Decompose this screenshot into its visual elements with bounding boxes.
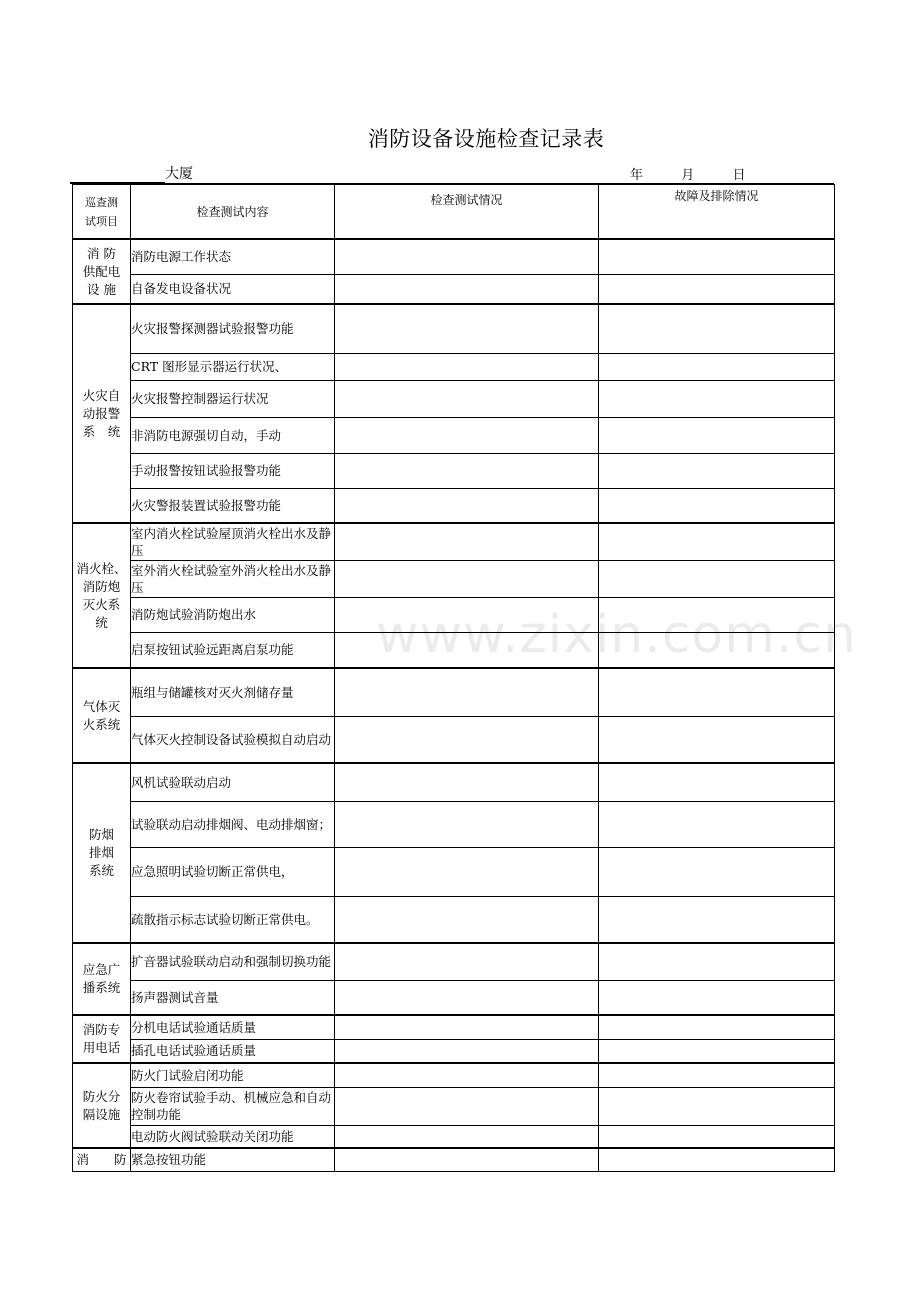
category-cell: 消火栓、 消防炮 灭火系 统 [73,523,131,668]
fault-entry-cell[interactable] [599,943,835,980]
check-item-cell: 插孔电话试验通话质量 [131,1039,335,1063]
table-row [73,1063,835,1087]
check-item-cell: 分机电话试验通话质量 [131,1015,335,1039]
table-row [73,1148,835,1171]
table-row [73,847,835,896]
building-label: 大厦 [165,166,193,182]
fault-entry-cell[interactable] [599,304,835,353]
check-item-cell: 疏散指示标志试验切断正常供电。 [131,896,335,943]
check-item-cell: 防火门试验启闭功能 [131,1063,335,1087]
status-entry-cell[interactable] [335,560,599,597]
category-cell: 消防专 用电话 [73,1015,131,1063]
status-entry-cell[interactable] [335,523,599,560]
check-item-cell: 非消防电源强切自动，手动 [131,417,335,453]
status-entry-cell[interactable] [335,801,599,847]
check-item-cell: 火灾报警控制器运行状况 [131,380,335,417]
status-entry-cell[interactable] [335,1015,599,1039]
table-row [73,763,835,801]
table-row [73,1015,835,1039]
check-item-cell: 自备发电设备状况 [131,274,335,304]
building-field [70,163,193,183]
status-entry-cell[interactable] [335,304,599,353]
fault-entry-cell[interactable] [599,380,835,417]
fault-entry-cell[interactable] [599,453,835,488]
fault-entry-cell[interactable] [599,1125,835,1148]
table-row [73,274,835,304]
fault-entry-cell[interactable] [599,1063,835,1087]
category-cell: 气体灭 火系统 [73,668,131,763]
check-item-cell: 火灾报警探测器试验报警功能 [131,304,335,353]
category-cell: 消 防 供配电 设 施 [73,239,131,304]
header-project: 巡查测试项目 [73,185,131,240]
fault-entry-cell[interactable] [599,274,835,304]
table-row [73,523,835,560]
check-item-cell: 启泵按钮试验远距离启泵功能 [131,632,335,668]
check-item-cell: 瓶组与储罐核对灭火剂储存量 [131,668,335,716]
check-item-cell: 消防炮试验消防炮出水 [131,597,335,632]
table-header-row [73,185,835,240]
fault-entry-cell[interactable] [599,716,835,763]
header-content: 检查测试内容 [131,185,335,240]
check-item-cell: 紧急按钮功能 [131,1148,335,1171]
status-entry-cell[interactable] [335,1125,599,1148]
status-entry-cell[interactable] [335,1039,599,1063]
status-entry-cell[interactable] [335,943,599,980]
status-entry-cell[interactable] [335,1087,599,1125]
watermark: www.zixin.com.cn [376,605,857,665]
header-fault: 故障及排除情况 [599,185,835,240]
table-row [73,304,835,353]
category-cell: 消 防 [73,1148,131,1171]
category-cell: 应急广 播系统 [73,943,131,1015]
status-entry-cell[interactable] [335,1148,599,1171]
check-item-cell: 防火卷帘试验手动、机械应急和自动控制功能 [131,1087,335,1125]
table-row [73,801,835,847]
date-day-label: 日 [732,168,746,183]
fault-entry-cell[interactable] [599,417,835,453]
status-entry-cell[interactable] [335,1063,599,1087]
check-item-cell: 试验联动启动排烟阀、电动排烟窗； [131,801,335,847]
check-item-cell: 风机试验联动启动 [131,763,335,801]
status-entry-cell[interactable] [335,896,599,943]
fault-entry-cell[interactable] [599,1039,835,1063]
table-row [73,353,835,380]
category-cell: 防火分 隔设施 [73,1063,131,1148]
table-row [73,896,835,943]
table-row [73,560,835,597]
fault-entry-cell[interactable] [599,488,835,523]
check-item-cell: CRT 图形显示器运行状况、 [131,353,335,380]
check-item-cell: 消防电源工作状态 [131,239,335,274]
status-entry-cell[interactable] [335,239,599,274]
fault-entry-cell[interactable] [599,668,835,716]
category-cell: 防烟 排烟 系统 [73,763,131,943]
table-row [73,239,835,274]
fault-entry-cell[interactable] [599,239,835,274]
status-entry-cell[interactable] [335,274,599,304]
table-row [73,488,835,523]
check-item-cell: 手动报警按钮试验报警功能 [131,453,335,488]
date-month-label: 月 [681,168,695,183]
status-entry-cell[interactable] [335,417,599,453]
check-item-cell: 室内消火栓试验屋顶消火栓出水及静压 [131,523,335,560]
status-entry-cell[interactable] [335,488,599,523]
check-item-cell: 扩音器试验联动启动和强制切换功能 [131,943,335,980]
date-year-label: 年 [630,168,644,183]
header-status: 检查测试情况 [335,185,599,240]
fault-entry-cell[interactable] [599,847,835,896]
fault-entry-cell[interactable] [599,1087,835,1125]
table-row [73,668,835,716]
table-row [73,1087,835,1125]
fault-entry-cell[interactable] [599,763,835,801]
check-item-cell: 扬声器测试音量 [131,980,335,1015]
check-item-cell: 应急照明试验切断正常供电， [131,847,335,896]
table-row [73,380,835,417]
status-entry-cell[interactable] [335,980,599,1015]
fault-entry-cell[interactable] [599,980,835,1015]
building-name-blank[interactable] [70,166,165,183]
inspection-table [72,184,835,1172]
table-row [73,716,835,763]
fault-entry-cell[interactable] [599,1015,835,1039]
status-entry-cell[interactable] [335,380,599,417]
fault-entry-cell[interactable] [599,560,835,597]
status-entry-cell[interactable] [335,353,599,380]
table-row [73,1039,835,1063]
fault-entry-cell[interactable] [599,801,835,847]
fault-entry-cell[interactable] [599,896,835,943]
date-field [630,164,746,183]
fault-entry-cell[interactable] [599,353,835,380]
table-row [73,453,835,488]
status-entry-cell[interactable] [335,716,599,763]
table-row [73,417,835,453]
check-item-cell: 电动防火阀试验联动关闭功能 [131,1125,335,1148]
table-row [73,1125,835,1148]
check-item-cell: 火灾警报装置试验报警功能 [131,488,335,523]
page-title: 消防设备设施检查记录表 [367,127,605,151]
status-entry-cell[interactable] [335,668,599,716]
category-cell: 火灾自 动报警 系 统 [73,304,131,523]
status-entry-cell[interactable] [335,763,599,801]
check-item-cell: 室外消火栓试验室外消火栓出水及静压 [131,560,335,597]
fault-entry-cell[interactable] [599,523,835,560]
status-entry-cell[interactable] [335,847,599,896]
check-item-cell: 气体灭火控制设备试验模拟自动启动 [131,716,335,763]
table-row [73,980,835,1015]
fault-entry-cell[interactable] [599,1148,835,1171]
table-row [73,943,835,980]
status-entry-cell[interactable] [335,453,599,488]
